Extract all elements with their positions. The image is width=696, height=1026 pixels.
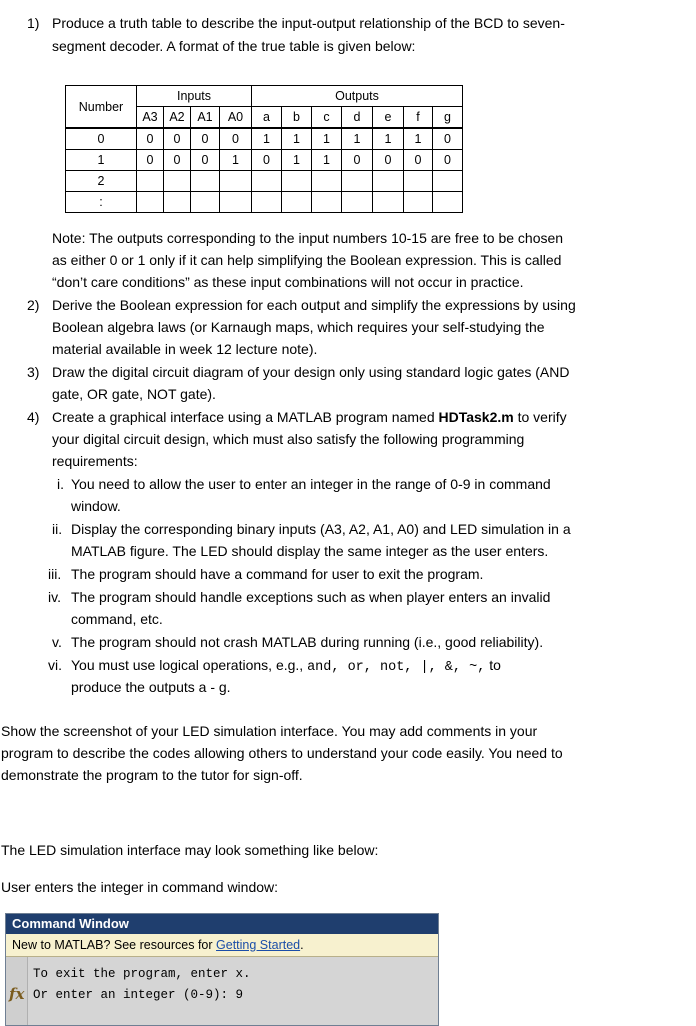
q4-number: 4) xyxy=(27,409,40,425)
row-number: : xyxy=(66,192,137,213)
table-cell: 0 xyxy=(373,150,404,171)
row-number: 1 xyxy=(66,150,137,171)
outputs-header: Outputs xyxy=(252,86,463,107)
row-number: 2 xyxy=(66,171,137,192)
table-cell xyxy=(404,192,433,213)
table-cell: 1 xyxy=(312,150,342,171)
table-cell: 0 xyxy=(342,150,373,171)
table-cell xyxy=(342,171,373,192)
sub-iv-number: iv. xyxy=(48,589,61,605)
table-cell: 1 xyxy=(342,128,373,150)
sub-ii-line2: MATLAB figure. The LED should display the same integer as the user enters. xyxy=(71,543,549,559)
truth-table xyxy=(65,85,463,213)
table-cell: 0 xyxy=(191,128,220,150)
col-header-c: c xyxy=(312,107,342,129)
table-cell: 1 xyxy=(373,128,404,150)
show-line3: demonstrate the program to the tutor for sign-off. xyxy=(1,767,303,783)
table-cell: 0 xyxy=(433,128,463,150)
table-cell: 1 xyxy=(282,150,312,171)
q4-line1-post: to verify xyxy=(513,409,567,425)
sub-iii-line1: The program should have a command for user to exit the program. xyxy=(71,566,484,582)
sub-v-line1: The program should not crash MATLAB during running (i.e., good reliability). xyxy=(71,634,544,650)
table-cell: 0 xyxy=(220,128,252,150)
table-cell xyxy=(373,171,404,192)
q4-filename: HDTask2.m xyxy=(438,409,514,425)
banner-text: New to MATLAB? See resources for xyxy=(12,938,217,952)
command-prompt-line[interactable]: Or enter an integer (0-9): 9 xyxy=(33,988,244,1002)
table-cell xyxy=(164,192,191,213)
table-cell xyxy=(252,192,282,213)
table-cell xyxy=(312,171,342,192)
table-cell xyxy=(164,171,191,192)
table-cell: 0 xyxy=(164,128,191,150)
col-header-f: f xyxy=(404,107,433,129)
q4-line3: requirements: xyxy=(52,453,138,469)
table-cell: 0 xyxy=(164,150,191,171)
banner-period: . xyxy=(300,938,304,952)
col-header-b: b xyxy=(282,107,312,129)
table-cell: 0 xyxy=(252,150,282,171)
sub-vi-line2: produce the outputs a - g. xyxy=(71,679,231,695)
sub-ii-number: ii. xyxy=(52,521,63,537)
col-header-d: d xyxy=(342,107,373,129)
table-cell xyxy=(137,171,164,192)
sub-i-number: i. xyxy=(57,476,64,492)
note-line2: as either 0 or 1 only if it can help simplifying the Boolean expression. This is called xyxy=(52,252,562,268)
sub-i-line2: window. xyxy=(71,498,121,514)
q2-line2: Boolean algebra laws (or Karnaugh maps, which requires your self-studying the xyxy=(52,319,545,335)
sub-iii-number: iii. xyxy=(48,566,62,582)
sub-ii-line1: Display the corresponding binary inputs (A3, A2, A1, A0) and LED simulation in a xyxy=(71,521,571,537)
inputs-header: Inputs xyxy=(137,86,252,107)
table-cell xyxy=(252,171,282,192)
table-cell: 0 xyxy=(137,150,164,171)
number-header: Number xyxy=(66,86,137,129)
q4-line2: your digital circuit design, which must also satisfy the following programming xyxy=(52,431,525,447)
q2-line3: material available in week 12 lecture note). xyxy=(52,341,318,357)
sub-iv-line1: The program should handle exceptions such as when player enters an invalid xyxy=(71,589,551,605)
table-cell xyxy=(373,192,404,213)
q2-number: 2) xyxy=(27,297,40,313)
row-number: 0 xyxy=(66,128,137,150)
col-header-e: e xyxy=(373,107,404,129)
user-enters: User enters the integer in command window: xyxy=(1,879,279,895)
col-header-a0: A0 xyxy=(220,107,252,129)
table-cell: 1 xyxy=(312,128,342,150)
col-header-a1: A1 xyxy=(191,107,220,129)
q3-line2: gate, OR gate, NOT gate). xyxy=(52,386,216,402)
q4-line1-pre: Create a graphical interface using a MATLAB program named xyxy=(52,409,439,425)
q2-line1: Derive the Boolean expression for each output and simplify the expressions by using xyxy=(52,297,576,313)
q3-line1: Draw the digital circuit diagram of your design only using standard logic gates (AND xyxy=(52,364,570,380)
table-cell: 0 xyxy=(137,128,164,150)
table-cell: 0 xyxy=(433,150,463,171)
logical-ops: and, or, not, |, &, ~, xyxy=(307,660,486,675)
table-cell xyxy=(137,192,164,213)
table-cell: 1 xyxy=(282,128,312,150)
sub-vi-pre: You must use logical operations, e.g., xyxy=(71,657,308,673)
note-line3: “don’t care conditions” as these input combinations will not occur in practice. xyxy=(52,274,524,290)
command-output-line1: To exit the program, enter x. xyxy=(33,967,251,981)
command-window[interactable] xyxy=(5,913,439,1026)
table-cell xyxy=(220,171,252,192)
col-header-a2: A2 xyxy=(164,107,191,129)
table-cell xyxy=(282,192,312,213)
q1-number: 1) xyxy=(27,15,40,31)
q1-text-line2: segment decoder. A format of the true table is given below: xyxy=(52,38,416,54)
table-cell xyxy=(433,171,463,192)
q1-text-line1: Produce a truth table to describe the input-output relationship of the BCD to seven- xyxy=(52,15,565,31)
show-line1: Show the screenshot of your LED simulation interface. You may add comments in your xyxy=(1,723,538,739)
table-cell xyxy=(433,192,463,213)
col-header-a: a xyxy=(252,107,282,129)
sub-vi-number: vi. xyxy=(48,657,62,673)
show-line2: program to describe the codes allowing others to understand your code easily. You need to xyxy=(1,745,563,761)
sub-vi-line1 xyxy=(71,656,501,677)
led-intro: The LED simulation interface may look something like below: xyxy=(1,842,379,858)
sub-vi-post: to xyxy=(485,657,501,673)
table-cell xyxy=(404,171,433,192)
q4-line1 xyxy=(52,408,567,426)
command-window-title: Command Window xyxy=(6,914,438,934)
table-cell xyxy=(342,192,373,213)
table-cell xyxy=(191,171,220,192)
note-line1: Note: The outputs corresponding to the input numbers 10-15 are free to be chosen xyxy=(52,230,564,246)
table-cell: 1 xyxy=(252,128,282,150)
table-cell: 1 xyxy=(404,128,433,150)
col-header-g: g xyxy=(433,107,463,129)
table-cell xyxy=(220,192,252,213)
table-cell xyxy=(282,171,312,192)
col-header-a3: A3 xyxy=(137,107,164,129)
table-cell: 0 xyxy=(191,150,220,171)
fx-icon[interactable]: fx xyxy=(9,985,25,1003)
table-cell: 1 xyxy=(220,150,252,171)
getting-started-link[interactable]: Getting Started xyxy=(216,938,301,952)
table-cell xyxy=(191,192,220,213)
sub-iv-line2: command, etc. xyxy=(71,611,163,627)
table-cell: 0 xyxy=(404,150,433,171)
command-window-banner xyxy=(6,934,438,957)
sub-i-line1: You need to allow the user to enter an integer in the range of 0-9 in command xyxy=(71,476,551,492)
table-cell xyxy=(312,192,342,213)
sub-v-number: v. xyxy=(52,634,62,650)
q3-number: 3) xyxy=(27,364,40,380)
